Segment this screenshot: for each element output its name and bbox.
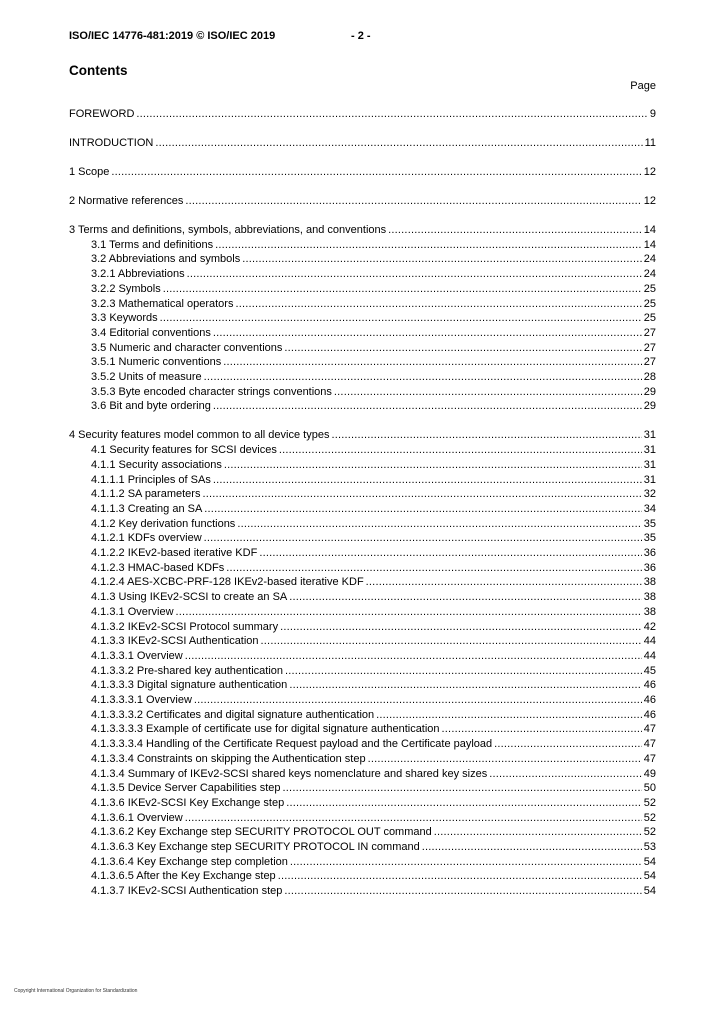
dot-leader xyxy=(194,694,642,707)
dot-leader xyxy=(163,283,642,296)
toc-entry-page: 34 xyxy=(643,502,656,515)
toc-entry-title: 3.2.3 Mathematical operators xyxy=(91,297,234,310)
toc-entry-page: 35 xyxy=(643,532,656,545)
toc-entry[interactable] xyxy=(91,855,656,869)
toc-entry-title: 4.1.2 Key derivation functions xyxy=(91,517,236,530)
dot-leader xyxy=(187,268,642,281)
toc-entry-title: 4.1 Security features for SCSI devices xyxy=(91,444,277,457)
toc-entry[interactable] xyxy=(91,487,656,501)
toc-entry[interactable] xyxy=(69,165,656,179)
toc-entry[interactable] xyxy=(91,458,656,472)
dot-leader xyxy=(213,474,642,487)
toc-entry[interactable] xyxy=(91,282,656,296)
toc-entry[interactable] xyxy=(91,399,656,413)
toc-entry[interactable] xyxy=(69,136,656,150)
toc-entry-page: 32 xyxy=(643,488,656,501)
dot-leader xyxy=(237,518,641,531)
toc-entry-page: 54 xyxy=(643,870,656,883)
toc-entry-title: 4.1.3.2 IKEv2-SCSI Protocol summary xyxy=(91,620,279,633)
toc-entry-title: 4.1.3.3.3.4 Handling of the Certificate Request payload and the Certificate payload xyxy=(91,738,493,751)
toc-entry-title: 3.5 Numeric and character conventions xyxy=(91,341,283,354)
toc-entry-page: 11 xyxy=(644,137,656,149)
dot-leader xyxy=(434,826,642,839)
toc-entry-page: 35 xyxy=(643,517,656,530)
toc-entry-title: 4.1.1 Security associations xyxy=(91,458,222,471)
toc-entry-title: 3.2 Abbreviations and symbols xyxy=(91,253,241,266)
dot-leader xyxy=(289,591,641,604)
toc-entry[interactable] xyxy=(91,590,656,604)
toc-entry-page: 36 xyxy=(643,561,656,574)
toc-entry-page: 50 xyxy=(643,782,656,795)
toc-entry[interactable] xyxy=(91,634,656,648)
toc-entry-title: 4.1.3.3 IKEv2-SCSI Authentication xyxy=(91,635,259,648)
page-column-label: Page xyxy=(630,80,656,92)
toc-entry-title: 3.1 Terms and definitions xyxy=(91,238,214,251)
dot-leader xyxy=(185,812,642,825)
toc-entry[interactable] xyxy=(91,370,656,384)
toc-entry-title: 4.1.3.6.3 Key Exchange step SECURITY PROTOCOL IN command xyxy=(91,841,420,853)
dot-leader xyxy=(242,253,642,266)
toc-entry[interactable] xyxy=(91,341,656,355)
toc-entry-page: 31 xyxy=(643,444,656,457)
toc-entry-page: 31 xyxy=(643,429,656,442)
toc-entry-title: 3.3 Keywords xyxy=(91,312,158,325)
toc-entry[interactable] xyxy=(91,884,656,898)
toc-entry[interactable] xyxy=(91,840,656,854)
toc-entry-page: 52 xyxy=(643,826,656,839)
toc-entry-title: 2 Normative references xyxy=(69,195,184,207)
toc-entry[interactable] xyxy=(91,385,656,399)
toc-entry[interactable] xyxy=(69,428,656,442)
dot-leader xyxy=(235,298,641,311)
toc-entry-page: 46 xyxy=(643,708,656,721)
toc-entry-page: 25 xyxy=(643,312,656,325)
toc-entry-title: 4.1.3.7 IKEv2-SCSI Authentication step xyxy=(91,885,283,898)
toc-entry-title: 4.1.3.5 Device Server Capabilities step xyxy=(91,782,281,795)
dot-leader xyxy=(160,312,642,325)
toc-entry-page: 31 xyxy=(643,473,656,486)
toc-entry-page: 29 xyxy=(643,400,656,413)
toc-entry-page: 42 xyxy=(643,620,656,633)
dot-leader xyxy=(136,108,647,121)
toc-entry-page: 47 xyxy=(643,723,656,736)
toc-entry-title: 4.1.2.2 IKEv2-based iterative KDF xyxy=(91,547,258,559)
toc-entry[interactable] xyxy=(91,473,656,487)
dot-leader xyxy=(368,753,642,766)
dot-leader xyxy=(290,856,642,869)
toc-entry[interactable] xyxy=(91,443,656,457)
toc-entry[interactable] xyxy=(91,311,656,325)
toc-entry-title: 3.5.2 Units of measure xyxy=(91,371,202,383)
toc-entry[interactable] xyxy=(91,869,656,883)
dot-leader xyxy=(223,356,642,369)
toc-entry-title: 3.2.1 Abbreviations xyxy=(91,268,185,281)
toc-entry-title: 3.2.2 Symbols xyxy=(91,282,161,295)
toc-entry-title: 1 Scope xyxy=(69,166,110,178)
toc-entry[interactable] xyxy=(91,252,656,266)
toc-entry[interactable] xyxy=(91,781,656,795)
dot-leader xyxy=(155,137,642,150)
toc-entry[interactable] xyxy=(91,605,656,619)
toc-entry-title: 4.1.3.3.1 Overview xyxy=(91,649,183,662)
toc-entry-title: 4.1.3.6.4 Key Exchange step completion xyxy=(91,855,288,868)
toc-entry[interactable] xyxy=(69,194,656,208)
toc-entry-page: 49 xyxy=(643,767,656,780)
dot-leader xyxy=(176,606,642,619)
toc-entry-page: 44 xyxy=(643,649,656,662)
toc-entry-page: 45 xyxy=(643,664,656,677)
dot-leader xyxy=(111,166,641,179)
dot-leader xyxy=(202,488,641,501)
toc-entry-page: 24 xyxy=(643,253,656,266)
dot-leader xyxy=(280,621,642,634)
toc-entry-page: 52 xyxy=(643,811,656,824)
toc-entry-page: 14 xyxy=(643,238,656,251)
toc-entry-page: 12 xyxy=(643,195,656,207)
toc-entry[interactable] xyxy=(91,811,656,825)
dot-leader xyxy=(204,371,642,384)
dot-leader xyxy=(279,444,642,457)
toc-entry-page: 47 xyxy=(643,738,656,751)
toc-entry-page: 27 xyxy=(643,341,656,354)
toc-entry-page: 25 xyxy=(643,282,656,295)
toc-entry[interactable] xyxy=(91,575,656,589)
toc-entry-title: 4.1.3.3.3.2 Certificates and digital signature authentication xyxy=(91,708,375,721)
toc-entry-title: 4.1.3.1 Overview xyxy=(91,605,174,618)
dot-leader xyxy=(442,723,642,736)
toc-entry[interactable] xyxy=(91,722,656,736)
toc-entry[interactable] xyxy=(91,267,656,281)
dot-leader xyxy=(366,576,642,589)
dot-leader xyxy=(204,503,641,516)
toc-entry-title: FOREWORD xyxy=(69,108,135,120)
toc-entry-page: 38 xyxy=(643,605,656,618)
dot-leader xyxy=(278,870,642,883)
dot-leader xyxy=(215,239,642,252)
toc-entry[interactable] xyxy=(91,708,656,722)
dot-leader xyxy=(259,547,641,560)
toc-entry-page: 46 xyxy=(643,694,656,706)
toc-entry-title: INTRODUCTION xyxy=(69,137,154,149)
dot-leader xyxy=(213,400,642,413)
toc-entry-title: 3 Terms and definitions, symbols, abbreviations, and conventions xyxy=(69,224,387,236)
toc-entry-title: 4.1.3.6.1 Overview xyxy=(91,811,183,824)
toc-entry[interactable] xyxy=(91,825,656,839)
toc-entry-page: 47 xyxy=(643,752,656,765)
dot-leader xyxy=(261,635,642,648)
dot-leader xyxy=(284,342,641,355)
dot-leader xyxy=(494,738,642,751)
dot-leader xyxy=(331,429,641,442)
toc-entry[interactable] xyxy=(69,107,656,121)
dot-leader xyxy=(489,768,642,781)
toc-entry-page: 38 xyxy=(643,591,656,604)
toc-entry-title: 4.1.1.2 SA parameters xyxy=(91,488,201,501)
dot-leader xyxy=(224,459,642,472)
document-id: ISO/IEC 14776-481:2019 © ISO/IEC 2019 xyxy=(69,30,276,42)
toc-entry-title: 4.1.3.3.4 Constraints on skipping the Authentication step xyxy=(91,752,366,765)
toc-entry-title: 3.4 Editorial conventions xyxy=(91,326,211,339)
toc-entry[interactable] xyxy=(91,664,656,678)
toc-entry-title: 4.1.3.3.3 Digital signature authentication xyxy=(91,679,288,692)
toc-entry[interactable] xyxy=(91,238,656,252)
toc-entry-title: 4.1.3.3.2 Pre-shared key authentication xyxy=(91,664,284,677)
toc-entry[interactable] xyxy=(91,531,656,545)
toc-entry-page: 53 xyxy=(643,841,656,853)
toc-entry-page: 44 xyxy=(643,635,656,648)
toc-entry[interactable] xyxy=(91,649,656,663)
toc-entry-page: 25 xyxy=(643,297,656,310)
toc-entry[interactable] xyxy=(91,297,656,311)
toc-entry-page: 36 xyxy=(643,547,656,559)
dot-leader xyxy=(285,665,642,678)
dot-leader xyxy=(185,195,641,208)
toc-entry-page: 27 xyxy=(643,356,656,369)
toc-entry-title: 4.1.3.6.5 After the Key Exchange step xyxy=(91,870,276,883)
toc-entry[interactable] xyxy=(91,326,656,340)
toc-entry-page: 14 xyxy=(643,224,656,236)
dot-leader xyxy=(283,782,642,795)
toc-entry-page: 54 xyxy=(643,885,656,898)
contents-title: Contents xyxy=(69,63,128,78)
toc-entry[interactable] xyxy=(91,767,656,781)
toc-entry-title: 4.1.3.4 Summary of IKEv2-SCSI shared keys nomenclature and shared key sizes xyxy=(91,767,488,780)
toc-entry-title: 3.6 Bit and byte ordering xyxy=(91,400,211,413)
toc-entry-title: 4.1.3.3.3.1 Overview xyxy=(91,694,192,706)
toc-entry-page: 29 xyxy=(643,385,656,398)
copyright-footer: Copyright International Organization for Standardization xyxy=(14,988,138,994)
toc-entry[interactable] xyxy=(91,752,656,766)
toc-entry-title: 3.5.1 Numeric conventions xyxy=(91,356,222,369)
running-header xyxy=(69,30,371,42)
toc-entry[interactable] xyxy=(91,517,656,531)
toc-entry-title: 3.5.3 Byte encoded character strings conventions xyxy=(91,385,332,398)
toc-entry[interactable] xyxy=(91,737,656,751)
toc-entry-title: 4.1.2.3 HMAC-based KDFs xyxy=(91,561,225,574)
toc-entry-page: 46 xyxy=(643,679,656,692)
toc-entry-title: 4.1.2.4 AES-XCBC-PRF-128 IKEv2-based iterative KDF xyxy=(91,576,364,589)
toc-entry-page: 28 xyxy=(643,371,656,383)
toc-entry[interactable] xyxy=(91,546,656,560)
toc-entry-page: 24 xyxy=(643,268,656,281)
dot-leader xyxy=(226,562,641,575)
toc-entry-title: 4.1.3 Using IKEv2-SCSI to create an SA xyxy=(91,591,288,604)
toc-entry[interactable] xyxy=(91,561,656,575)
toc-entry-title: 4 Security features model common to all device types xyxy=(69,429,330,442)
dot-leader xyxy=(286,797,642,810)
toc-entry-title: 4.1.3.6 IKEv2-SCSI Key Exchange step xyxy=(91,796,285,809)
toc-entry-page: 31 xyxy=(643,458,656,471)
toc-entry[interactable] xyxy=(91,502,656,516)
dot-leader xyxy=(213,327,642,340)
toc-entry-page: 38 xyxy=(643,576,656,589)
toc-entry-title: 4.1.1.3 Creating an SA xyxy=(91,502,203,515)
toc-entry-page: 52 xyxy=(643,796,656,809)
dot-leader xyxy=(376,709,642,722)
toc-entry[interactable] xyxy=(91,693,656,707)
page-number: - 2 - xyxy=(351,30,371,42)
toc-entry-page: 9 xyxy=(649,108,656,120)
toc-entry-page: 12 xyxy=(643,166,656,178)
dot-leader xyxy=(185,650,642,663)
toc-entry[interactable] xyxy=(91,678,656,692)
toc-entry-title: 4.1.1.1 Principles of SAs xyxy=(91,473,211,486)
toc-entry-title: 4.1.3.6.2 Key Exchange step SECURITY PROTOCOL OUT command xyxy=(91,826,432,839)
dot-leader xyxy=(422,841,642,854)
dot-leader xyxy=(284,885,641,898)
dot-leader xyxy=(334,386,642,399)
toc-entry-page: 54 xyxy=(643,855,656,868)
toc-entry-title: 4.1.3.3.3.3 Example of certificate use for digital signature authentication xyxy=(91,723,440,736)
dot-leader xyxy=(289,679,641,692)
toc-entry[interactable] xyxy=(91,620,656,634)
toc-entry[interactable] xyxy=(69,223,656,237)
toc-entry[interactable] xyxy=(91,355,656,369)
toc-entry[interactable] xyxy=(91,796,656,810)
toc-entry-title: 4.1.2.1 KDFs overview xyxy=(91,532,202,545)
dot-leader xyxy=(388,224,642,237)
toc-entry-page: 27 xyxy=(643,326,656,339)
dot-leader xyxy=(204,532,642,545)
